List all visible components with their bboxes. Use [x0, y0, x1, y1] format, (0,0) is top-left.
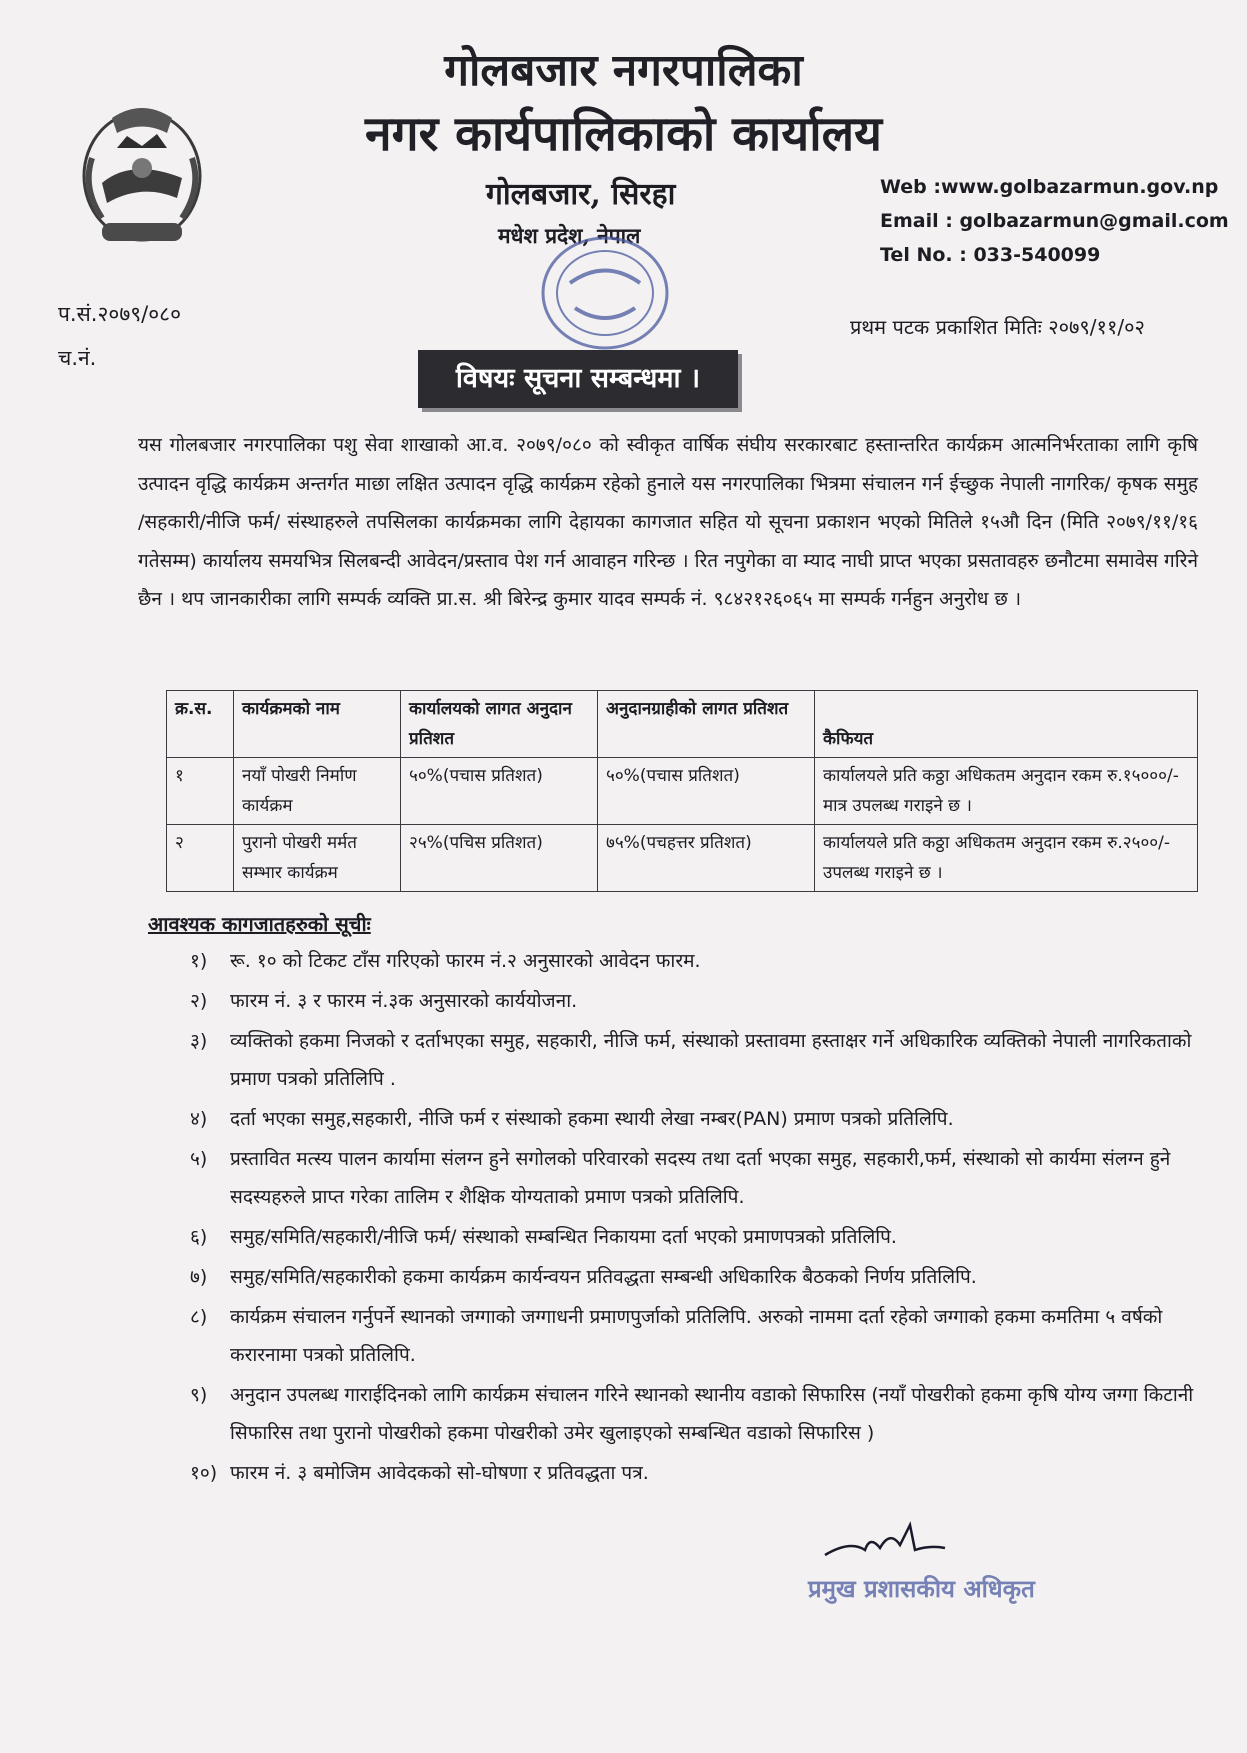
list-item-number: ४) — [190, 1108, 208, 1130]
list-item-number: ३) — [190, 1030, 208, 1052]
list-item — [190, 942, 1200, 980]
list-item-number: ५) — [190, 1148, 208, 1170]
list-item — [190, 982, 1200, 1020]
list-item — [190, 1298, 1200, 1374]
list-item-text: अनुदान उपलब्ध गाराईदिनको लागि कार्यक्रम संचालन गरिने स्थानको स्थानीय वडाको सिफारिस (नयाँ पोखरीको हकमा कृषि योग्य जग्गा किटानी सिफारिस तथा पुरानो पोखरीको हकमा पोखरीको उमेर खुलाइएको सम्बन्धित वडाको सिफारिस ) — [230, 1384, 1194, 1444]
table-cell: २ — [167, 825, 234, 892]
list-item-text: प्रस्तावित मत्स्य पालन कार्यामा संलग्न हुने सगोलको परिवारको सदस्य तथा दर्ता भएका समुह, सहकारी,फर्म, संस्थाको सो कार्यमा संलग्न हुने सदस्यहरुले प्राप्त गरेका तालिम र शैक्षिक योग्यताको प्रमाण पत्रको प्रतिलिपि. — [230, 1148, 1171, 1208]
list-item-number: १०) — [190, 1462, 218, 1484]
subject-banner: विषयः सूचना सम्बन्धमा । — [418, 350, 738, 408]
list-item-text: फारम नं. ३ बमोजिम आवेदकको सो-घोषणा र प्रतिवद्धता पत्र. — [230, 1462, 649, 1484]
table-cell: १ — [167, 758, 234, 825]
table-cell: २५%(पचिस प्रतिशत) — [401, 825, 598, 892]
table-row — [167, 825, 1198, 892]
list-item-text: रू. १० को टिकट टाँस गरिएको फारम नं.२ अनुसारको आवेदन फारम. — [230, 950, 701, 972]
column-header: कार्यालयको लागत अनुदान प्रतिशत — [401, 691, 598, 758]
table-cell: नयाँ पोखरी निर्माण कार्यक्रम — [234, 758, 401, 825]
list-item — [190, 1258, 1200, 1296]
dispatch-number: च.नं. — [58, 346, 97, 370]
list-item-number: ९) — [190, 1384, 208, 1406]
notice-body: यस गोलबजार नगरपालिका पशु सेवा शाखाको आ.व. २०७९/०८० को स्वीकृत वार्षिक संघीय सरकारबाट हस्तान्तरित कार्यक्रम आत्मनिर्भरताका लागि कृषि उत्पादन वृद्धि कार्यक्रम अन्तर्गत माछा लक्षित उत्पादन वृद्धि कार्यक्रम रहेको हुनाले यस नगरपालिका भित्रमा संचालन गर्न ईच्छुक नेपाली नागरिक/ कृषक समुह /सहकारी/नीजि फर्म/ संस्थाहरुले तपसिलका कार्यक्रमका लागि देहायका कागजात सहित यो सूचना प्रकाशन भएको मितिले १५औ दिन (मिति २०७९/११/१६ गतेसम्म) कार्यालय समयभित्र सिलबन्दी आवेदन/प्रस्ताव पेश गर्न आवाहन गरिन्छ । रित नपुगेका वा म्याद नाघी प्राप्त भएका प्रसतावहरु छनौटमा समावेस गरिने छैन । थप जानकारीका लागि सम्पर्क व्यक्ति प्रा.स. श्री बिरेन्द्र कुमार यादव सम्पर्क नं. ९८४२१२६०६५ मा सम्पर्क गर्नहुन अनुरोध छ । — [138, 434, 1198, 610]
list-item — [190, 1454, 1200, 1492]
list-item-text: दर्ता भएका समुह,सहकारी, नीजि फर्म र संस्थाको हकमा स्थायी लेखा नम्बर(PAN) प्रमाण पत्रको प्रतिलिपि. — [230, 1108, 954, 1130]
handwritten-signature-icon — [820, 1520, 950, 1570]
list-item — [190, 1100, 1200, 1138]
office-location: गोलबजार, सिरहा — [486, 177, 676, 212]
list-item-number: ६) — [190, 1226, 208, 1248]
list-item — [190, 1022, 1200, 1098]
list-item-number: ७) — [190, 1266, 208, 1288]
column-header: क्र.स. — [167, 691, 234, 758]
email-text: Email : golbazarmun@gmail.com — [880, 210, 1229, 232]
office-province: मधेश प्रदेश, नेपाल — [498, 223, 641, 248]
table-cell: कार्यालयले प्रति कठ्ठा अधिकतम अनुदान रकम रु.२५००/- उपलब्ध गराइने छ । — [815, 825, 1198, 892]
table-cell: ५०%(पचास प्रतिशत) — [598, 758, 815, 825]
list-item-text: कार्यक्रम संचालन गर्नुपर्ने स्थानको जग्गाको जग्गाधनी प्रमाणपुर्जाको प्रतिलिपि. अरुको नाममा दर्ता रहेको जग्गाको हकमा कमतिमा ५ वर्षको करारनामा पत्रको प्रतिलिपि. — [230, 1306, 1163, 1366]
column-header: कार्यक्रमको नाम — [234, 691, 401, 758]
documents-heading: आवश्यक कागजातहरुको सूचीः — [148, 912, 371, 936]
list-item-text: फारम नं. ३ र फारम नं.३क अनुसारको कार्ययोजना. — [230, 990, 578, 1012]
table-header-row — [167, 691, 1198, 758]
list-item — [190, 1140, 1200, 1216]
reference-block — [58, 292, 181, 380]
table-row — [167, 758, 1198, 825]
list-item-text: समुह/समिति/सहकारीको हकमा कार्यक्रम कार्यन्वयन प्रतिवद्धता सम्बन्धी अधिकारिक बैठकको निर्णय प्रतिलिपि. — [230, 1266, 977, 1288]
published-date: प्रथम पटक प्रकाशित मितिः २०७९/११/०२ — [850, 315, 1145, 339]
list-item — [190, 1218, 1200, 1256]
table-cell: ७५%(पचहत्तर प्रतिशत) — [598, 825, 815, 892]
municipality-stamp-icon — [530, 228, 680, 358]
list-item-text: समुह/समिति/सहकारी/नीजि फर्म/ संस्थाको सम्बन्धित निकायमा दर्ता भएको प्रमाणपत्रको प्रतिलिपि. — [230, 1226, 897, 1248]
table-cell: पुरानो पोखरी मर्मत सम्भार कार्यक्रम — [234, 825, 401, 892]
list-item-number: २) — [190, 990, 208, 1012]
program-table — [166, 690, 1198, 892]
list-item-number: ८) — [190, 1306, 208, 1328]
website-text: Web :www.golbazarmun.gov.np — [880, 176, 1219, 198]
list-item-number: १) — [190, 950, 208, 972]
documents-list — [190, 942, 1200, 1494]
signatory-title: प्रमुख प्रशासकीय अधिकृत — [808, 1575, 1035, 1603]
contact-block — [880, 170, 1229, 272]
table-cell: ५०%(पचास प्रतिशत) — [401, 758, 598, 825]
letter-number: प.सं.२०७९/०८० — [58, 302, 181, 326]
municipality-name: गोलबजार नगरपालिका — [444, 45, 803, 96]
table-cell: कार्यालयले प्रति कठ्ठा अधिकतम अनुदान रकम रु.१५०००/-मात्र उपलब्ध गराइने छ । — [815, 758, 1198, 825]
office-name: नगर कार्यपालिकाको कार्यालय — [364, 106, 883, 162]
column-header: कैफियत — [815, 691, 1198, 758]
list-item-text: व्यक्तिको हकमा निजको र दर्ताभएका समुह, सहकारी, नीजि फर्म, संस्थाको प्रस्तावमा हस्ताक्षर गर्ने अधिकारिक व्यक्तिको नेपाली नागरिकताको प्रमाण पत्रको प्रतिलिपि . — [230, 1030, 1192, 1090]
telephone-text: Tel No. : 033-540099 — [880, 244, 1101, 266]
column-header: अनुदानग्राहीको लागत प्रतिशत — [598, 691, 815, 758]
list-item — [190, 1376, 1200, 1452]
